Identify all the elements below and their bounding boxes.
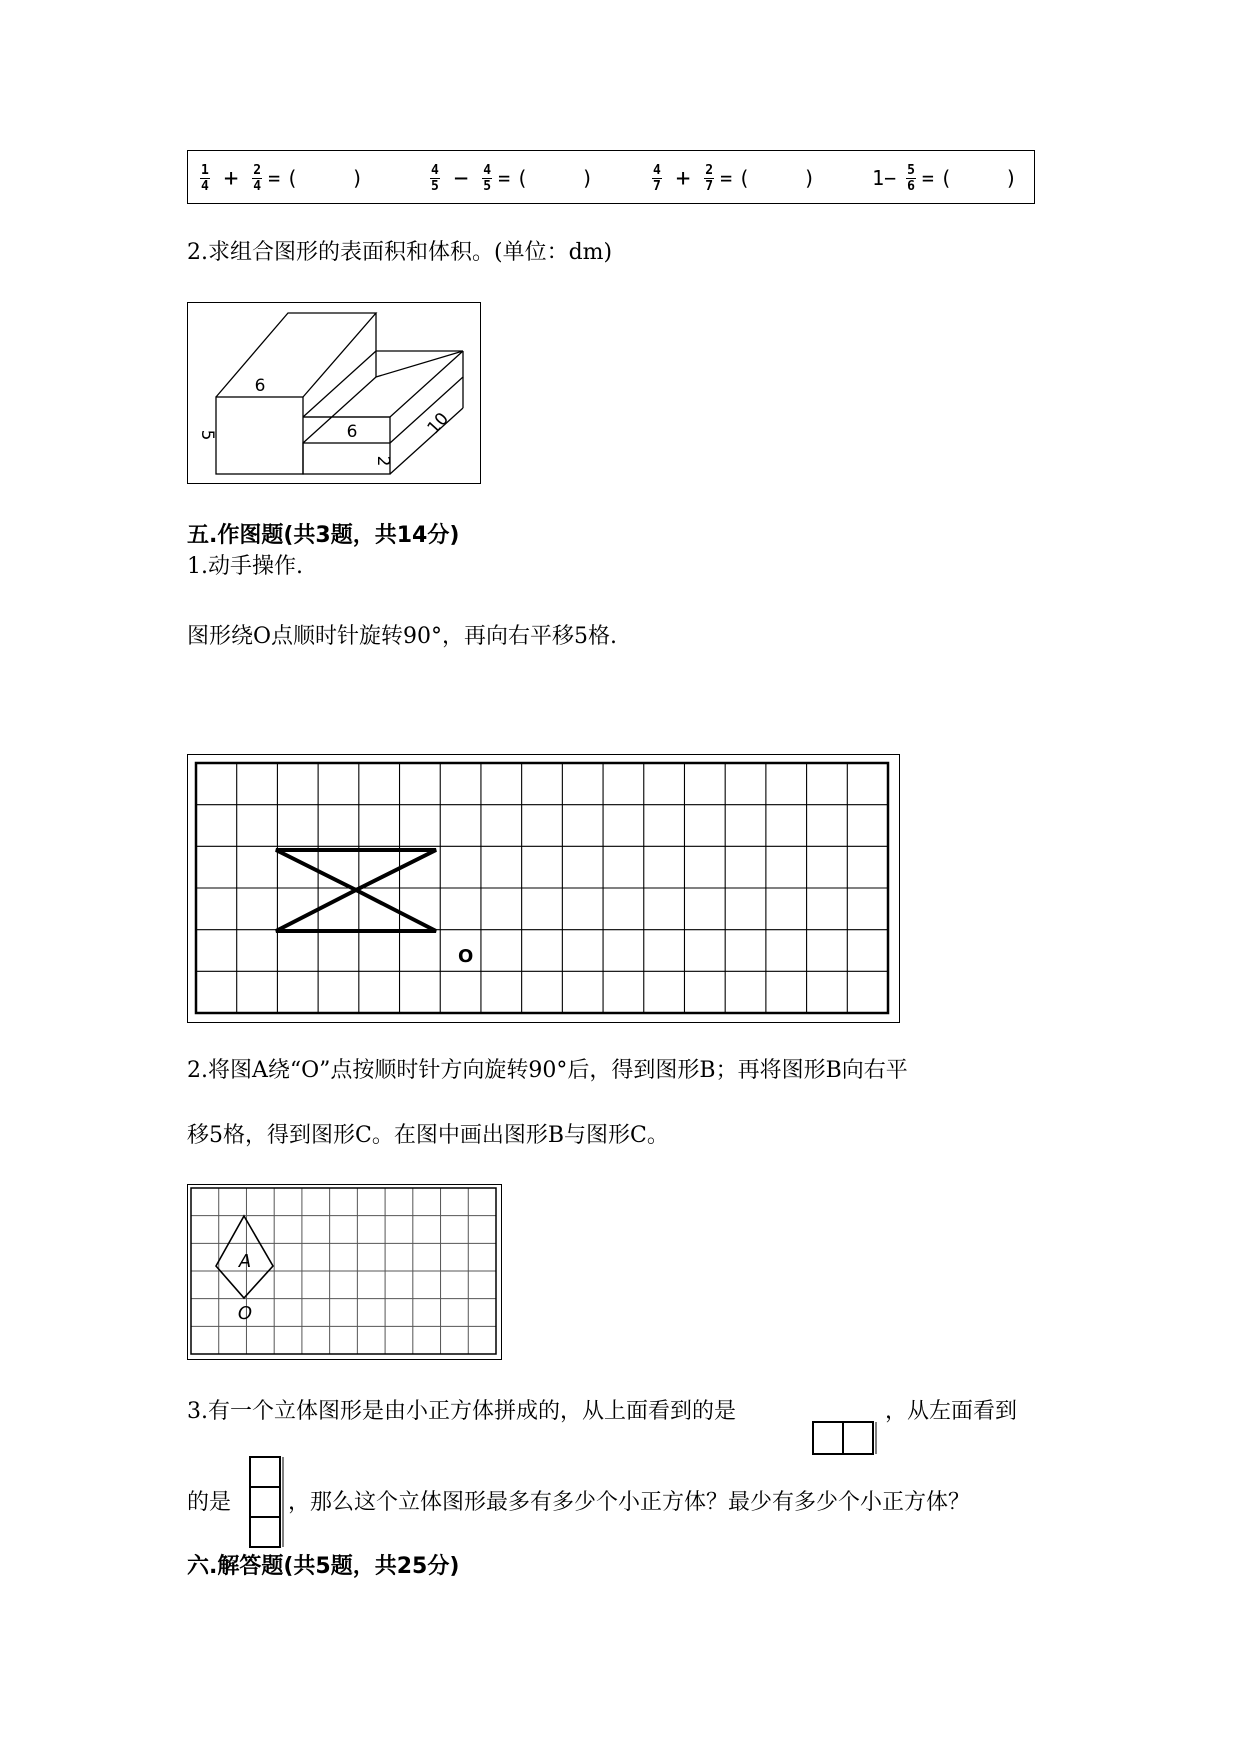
rotation-grid-1 [187, 754, 900, 1023]
shape-a-label: A [238, 1251, 252, 1272]
point-o-label: O [237, 1303, 253, 1324]
denominator: 7 [653, 178, 661, 194]
fraction-exercise-row [187, 150, 1035, 204]
numerator: 4 [483, 162, 492, 178]
section-5-question-3-line-2-head: 的是 [187, 1490, 232, 1515]
fraction-expression-2 [424, 158, 594, 198]
numerator: 1 [201, 162, 209, 178]
dim-label-top: 6 [254, 376, 266, 396]
left-view-figure [249, 1456, 285, 1550]
numerator: 4 [431, 162, 439, 178]
denominator: 7 [705, 178, 714, 194]
combined-solid-figure [187, 302, 481, 484]
numerator: 5 [907, 162, 915, 178]
denominator: 4 [253, 178, 262, 194]
fraction-expression-4 [872, 158, 1018, 198]
denominator: 5 [431, 178, 439, 194]
section-5-question-3-line-2: ，那么这个立体图形最多有多少个小正方体？最少有多少个小正方体？ [288, 1490, 971, 1515]
section-5-question-1-text: 图形绕O点顺时针旋转90°，再向右平移5格. [187, 624, 618, 649]
dim-label-left: 5 [197, 429, 217, 441]
equals-sign: = [268, 166, 281, 190]
point-o-label: O [458, 946, 474, 967]
fraction-expression-3 [646, 158, 816, 198]
section-5-heading: 五.作图题(共3题，共14分) [187, 523, 460, 548]
section-5-question-2-line-2: 移5格，得到图形C。在图中画出图形B与图形C。 [187, 1123, 669, 1148]
section-5-question-3-line-1-tail: ，从左面看到 [885, 1399, 1018, 1424]
operator: + [675, 164, 691, 192]
dim-label-step-top: 6 [346, 422, 358, 442]
grid-1-drawing [188, 755, 898, 1021]
section-5-question-2-line-1: 2.将图A绕“O”点按顺时针方向旋转90°后，得到图形B；再将图形B向右平 [187, 1058, 908, 1083]
denominator: 4 [201, 178, 209, 194]
numerator: 4 [653, 162, 661, 178]
fraction [906, 163, 916, 194]
denominator: 6 [907, 178, 915, 194]
section-5-question-1-title: 1.动手操作. [187, 554, 303, 579]
answer-blank: ( ) [738, 166, 817, 190]
answer-blank: ( ) [939, 166, 1019, 190]
grid-2-drawing [188, 1185, 500, 1358]
operator: − [453, 164, 469, 192]
section-5-question-3-line-1: 3.有一个立体图形是由小正方体拼成的，从上面看到的是 [187, 1399, 736, 1424]
fraction-expression-1 [194, 158, 364, 198]
question-2-title: 2.求组合图形的表面积和体积。(单位：dm) [187, 240, 613, 265]
fraction [252, 163, 262, 194]
equals-sign: = [720, 166, 733, 190]
operator: + [223, 164, 239, 192]
fraction [430, 163, 440, 194]
fraction [200, 163, 210, 194]
hourglass-lower-triangle [276, 890, 436, 931]
combined-solid-drawing [188, 303, 479, 482]
rotation-grid-2 [187, 1184, 502, 1360]
hourglass-upper-triangle [276, 850, 436, 890]
dim-label-step-right: 2 [373, 455, 393, 467]
fraction [482, 163, 492, 194]
answer-blank: ( ) [286, 166, 365, 190]
answer-blank: ( ) [516, 166, 595, 190]
equals-sign: = [921, 166, 934, 190]
equals-sign: = [498, 166, 511, 190]
numerator: 2 [253, 162, 262, 178]
denominator: 5 [483, 178, 492, 194]
fraction [652, 163, 662, 194]
top-view-figure [812, 1421, 878, 1457]
dim-label-depth: 10 [423, 408, 453, 439]
section-6-heading: 六.解答题(共5题，共25分) [187, 1554, 460, 1579]
fraction [704, 163, 714, 194]
lead-term: 1− [872, 166, 897, 190]
numerator: 2 [705, 162, 714, 178]
